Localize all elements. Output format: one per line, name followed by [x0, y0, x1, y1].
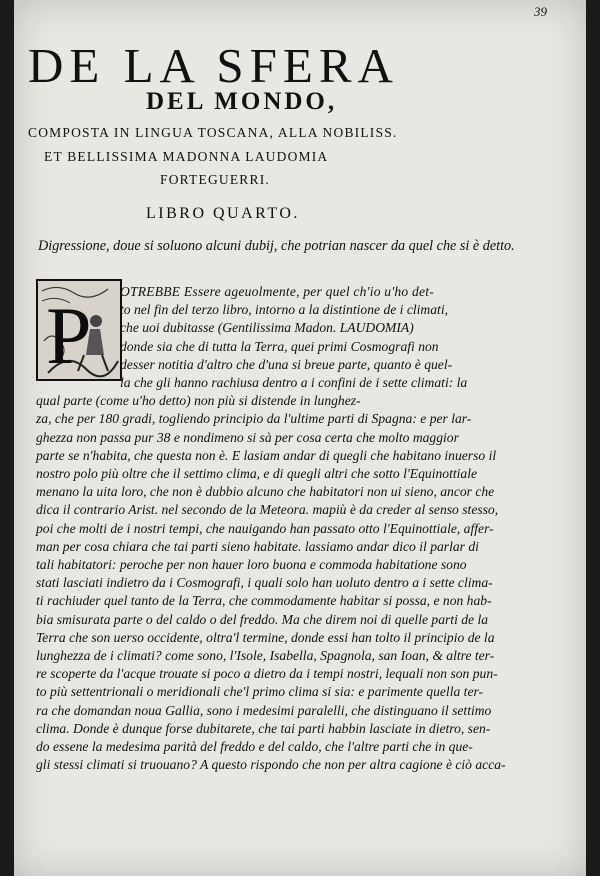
- body-line: gli stessi climati si truouano? A questo rispondo che non per altra cagione è ciò acca-: [36, 757, 506, 773]
- body-line: poi che molti de i nostri tempi, che nauigando han passato otto l'Equinottiale, affer-: [36, 520, 494, 536]
- body-line: menano la uita loro, che non è dubbio alcuno che habitatori non ui sieno, ancor che: [36, 484, 495, 500]
- title-subline-1: COMPOSTA IN LINGUA TOSCANA, ALLA NOBILISS.: [28, 125, 398, 140]
- body-line: dica il contrario Arist. nel secondo de la Meteora. mapiù è da creder al senso stesso,: [36, 502, 499, 518]
- body-line: tali habitatori: peroche per non hauer loro buona e commoda habitatione sono: [36, 557, 467, 572]
- body-line: che uoi dubitasse (Gentilissima Madon. LAUDOMIA): [120, 320, 414, 336]
- body-line: stati lasciati indietro da i Cosmografi, i quali solo han uoluto dentro a i sette clima-: [36, 575, 493, 591]
- body-line: bia smisurata parte o del caldo o del freddo. Ma che direm noi di quelle parti de la: [36, 611, 489, 627]
- body-line: donde sia che di tutta la Terra, quei primi Cosmografi non: [120, 338, 439, 354]
- dropcap-illustration: [36, 279, 122, 381]
- body-line: la che gli hanno rachiusa dentro a i confini de i sette climati: la: [120, 375, 468, 390]
- page-number: 39: [534, 4, 547, 19]
- body-line: re scoperte da l'acque trouate si poco a dietro da i tempi nostri, lequali non son pun-: [36, 666, 498, 682]
- body-line: clima. Donde è dunque forse dubitarete, che tai parti habbin lasciate in dietro, sen-: [36, 720, 491, 736]
- title-subline-2: ET BELLISSIMA MADONNA LAUDOMIA: [44, 149, 329, 164]
- dropcap-woodcut-icon: [38, 281, 120, 379]
- body-line: ti rachiuder quel tanto de la Terra, che commodamente habitar si possa, e non hab-: [36, 593, 492, 609]
- body-line: man per cosa chiara che tai parti sieno habitate. lassiamo andar dico il parlar di: [36, 538, 479, 554]
- body-line: to più settentrionali o meridionali che'l primo clima si sia: e parimente quella ter-: [36, 684, 484, 700]
- body-line: za, che per 180 gradi, togliendo principio da l'ultime parti di Spagna: e per lar-: [36, 411, 472, 427]
- section-subtitle: Digressione, doue si soluono alcuni dubij, che potrian nascer da quel che si è detto.: [38, 238, 515, 254]
- body-line: OTREBBE Essere ageuolmente, per quel ch'io u'ho det-: [120, 284, 434, 299]
- body-line: ghezza non passa pur 38 e nondimeno si sà per cosa certa che molto maggior: [36, 429, 459, 445]
- body-line: parte se n'habita, che questa non è. E lasiam andar di quegli che habitano inuerso il: [36, 447, 497, 463]
- body-line: do essene la medesima parità del freddo e del caldo, che l'altre parti che in que-: [36, 739, 473, 754]
- body-line: desser notitia d'altro che d'una si breue parte, quanto è quel-: [120, 356, 453, 372]
- main-title-line2: DEL MONDO,: [146, 88, 338, 115]
- body-line: qual parte (come u'ho detto) non più si distende in lunghez-: [36, 393, 361, 409]
- body-line: lunghezza de i climati? come sono, l'Isole, Isabella, Spagnola, san Ioan, & altre ter-: [36, 648, 495, 663]
- body-line: to nel fin del terzo libro, intorno a la distintione de i climati,: [120, 302, 448, 318]
- body-line: nostro polo più oltre che il settimo clima, e di quegli altri che sotto l'Equinottiale: [36, 466, 478, 481]
- dropcap-letter: P: [46, 290, 92, 379]
- main-title: DE LA SFERA: [28, 38, 399, 93]
- body-line: Terra che son uerso occidente, oltra'l termine, donde essi han tolto il principio de la: [36, 629, 495, 645]
- body-line: ra che domandan noua Gallia, sono i medesimi paralelli, che distinguano il settimo: [36, 702, 492, 718]
- title-subline-3: FORTEGUERRI.: [160, 172, 270, 187]
- book-title: LIBRO QUARTO.: [146, 205, 300, 222]
- book-page: [14, 0, 586, 876]
